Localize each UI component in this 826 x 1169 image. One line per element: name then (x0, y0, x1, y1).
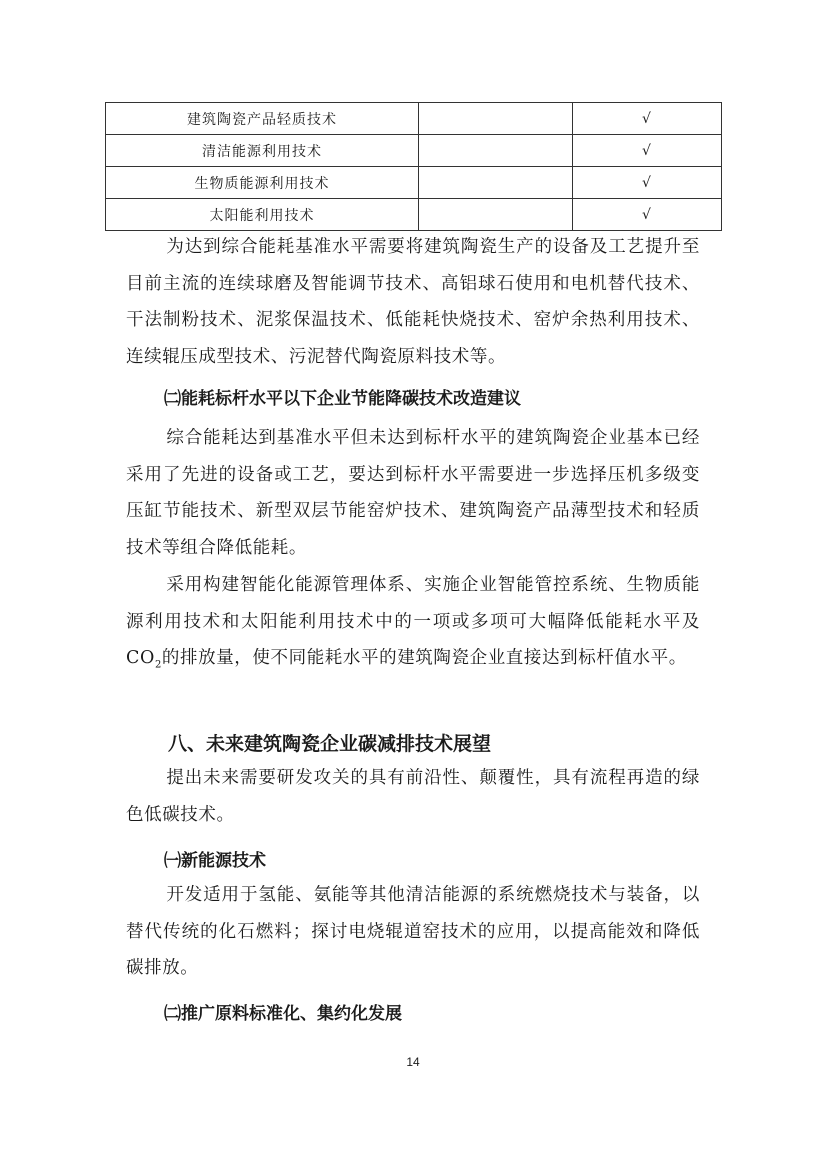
paragraph (126, 567, 700, 684)
paragraph-text: 综合能耗达到基准水平但未达到标杆水平的建筑陶瓷企业基本已经采用了先进的设备或工艺，要达到标杆水平需要进一步选择压机多级变压缸节能技术、新型双层节能窑炉技术、建筑陶瓷产品薄型技术和轻质技术等组合降低能耗。 (126, 428, 700, 558)
table-cell-check: √ (573, 135, 722, 167)
table-cell-empty (419, 167, 573, 199)
table-cell-tech: 清洁能源利用技术 (106, 135, 419, 167)
paragraph (126, 420, 700, 566)
paragraph (126, 877, 700, 987)
table-cell-tech: 太阳能利用技术 (106, 199, 419, 231)
section-heading: ㈡能耗标杆水平以下企业节能降碳技术改造建议 (164, 389, 521, 409)
table-row (106, 135, 722, 167)
page-number: 14 (406, 1055, 420, 1069)
paragraph (126, 760, 700, 833)
table-cell-tech: 生物质能源利用技术 (106, 167, 419, 199)
section-heading: ㈡推广原料标准化、集约化发展 (164, 1004, 402, 1024)
table-cell-empty (419, 103, 573, 135)
paragraph-text: 提出未来需要研发攻关的具有前沿性、颠覆性，具有流程再造的绿色低碳技术。 (126, 768, 700, 825)
table-cell-check: √ (573, 167, 722, 199)
technology-table (105, 102, 722, 231)
paragraph-text: 的排放量，使不同能耗水平的建筑陶瓷企业直接达到标杆值水平。 (161, 648, 687, 668)
table-cell-tech: 建筑陶瓷产品轻质技术 (106, 103, 419, 135)
table-cell-check: √ (573, 199, 722, 231)
paragraph-text: 开发适用于氢能、氨能等其他清洁能源的系统燃烧技术与装备，以替代传统的化石燃料；探讨电烧辊道窑技术的应用，以提高能效和降低碳排放。 (126, 885, 700, 978)
section-heading: ㈠新能源技术 (164, 851, 266, 871)
table-cell-empty (419, 135, 573, 167)
chapter-heading: 八、未来建筑陶瓷企业碳减排技术展望 (168, 733, 492, 755)
subscript: 2 (154, 659, 162, 671)
table-row (106, 167, 722, 199)
paragraph-text: 为达到综合能耗基准水平需要将建筑陶瓷生产的设备及工艺提升至目前主流的连续球磨及智能调节技术、高铝球石使用和电机替代技术、干法制粉技术、泥浆保温技术、低能耗快烧技术、窑炉余热利用技术、连续辊压成型技术、污泥替代陶瓷原料技术等。 (126, 237, 700, 367)
paragraph (126, 229, 700, 375)
table-cell-check: √ (573, 103, 722, 135)
table-row (106, 199, 722, 231)
paragraph-text: 采用构建智能化能源管理体系、实施企业智能管控系统、生物质能源利用技术和太阳能利用技术中的一项或多项可大幅降低能耗水平及 CO (126, 575, 700, 668)
table-cell-empty (419, 199, 573, 231)
table-row (106, 103, 722, 135)
